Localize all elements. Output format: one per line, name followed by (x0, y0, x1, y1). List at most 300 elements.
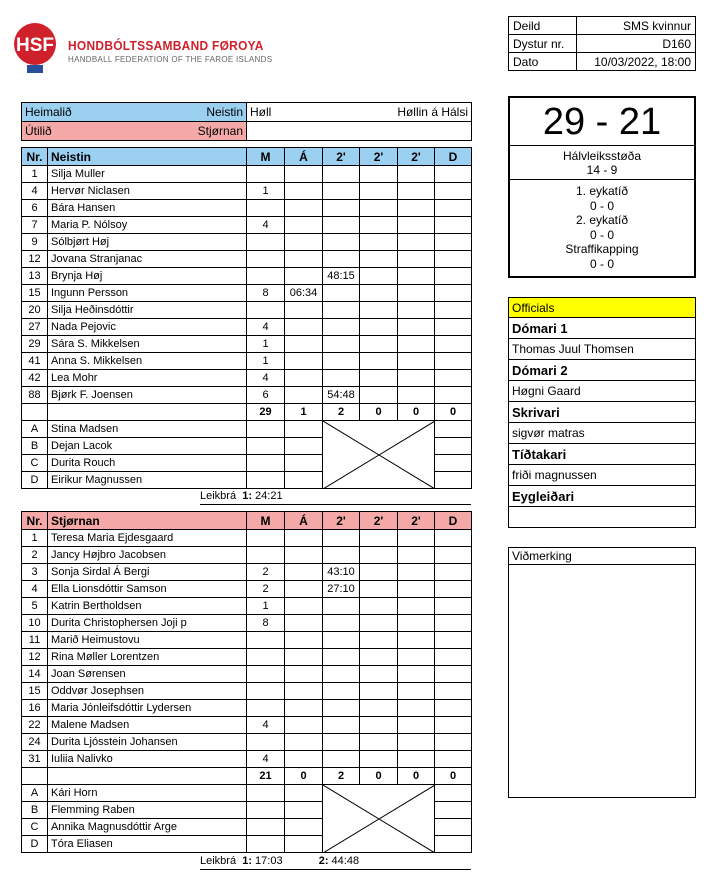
official-empty (247, 438, 285, 455)
totals-empty (22, 404, 48, 421)
division-row (509, 17, 696, 35)
official-empty (285, 819, 323, 836)
table-row (22, 666, 472, 683)
player-suspension-1: 43:10 (323, 564, 360, 581)
official-name: Flemming Raben (48, 802, 247, 819)
table-row (22, 598, 472, 615)
official-name: Stina Madsen (48, 421, 247, 438)
player-name: Teresa Maria Ejdesgaard (48, 530, 247, 547)
halftime-section (510, 146, 694, 180)
player-warning (285, 717, 323, 734)
player-suspension-2 (360, 336, 398, 353)
officials-header: Officials (509, 298, 696, 318)
player-warning (285, 666, 323, 683)
player-suspension-1: 54:48 (323, 387, 360, 404)
player-suspension-1 (323, 530, 360, 547)
official-name: Eirikur Magnussen (48, 472, 247, 489)
player-name: Durita Christophersen Joji p (48, 615, 247, 632)
player-number: 4 (22, 581, 48, 598)
away-timeout1-value: 17:03 (255, 855, 283, 867)
away-label: Útilið (25, 124, 52, 138)
player-disqualification (435, 683, 472, 700)
column-goals: M (247, 148, 285, 166)
player-warning (285, 581, 323, 598)
official-empty (285, 455, 323, 472)
official-code: D (22, 472, 48, 489)
player-warning (285, 268, 323, 285)
player-suspension-3 (398, 734, 435, 751)
player-warning (285, 353, 323, 370)
home-timeout1-label: 1: (242, 490, 252, 502)
player-suspension-3 (398, 302, 435, 319)
player-suspension-3 (398, 700, 435, 717)
player-suspension-2 (360, 734, 398, 751)
table-row (22, 564, 472, 581)
official-code: A (22, 785, 48, 802)
player-name: Sólbjørt Høj (48, 234, 247, 251)
crossed-out-box (323, 785, 435, 853)
player-warning (285, 302, 323, 319)
player-disqualification (435, 302, 472, 319)
player-goals: 1 (247, 336, 285, 353)
player-disqualification (435, 666, 472, 683)
player-disqualification (435, 615, 472, 632)
player-warning (285, 598, 323, 615)
player-suspension-3 (398, 319, 435, 336)
official-empty (247, 455, 285, 472)
official-code: B (22, 438, 48, 455)
player-suspension-3 (398, 285, 435, 302)
player-goals: 8 (247, 285, 285, 302)
player-disqualification (435, 387, 472, 404)
player-number: 14 (22, 666, 48, 683)
official-empty (435, 785, 472, 802)
total-t1: 2 (323, 768, 360, 785)
player-suspension-3 (398, 649, 435, 666)
player-suspension-1 (323, 598, 360, 615)
scorekeeper-title: Skrivari (509, 402, 696, 423)
table-row (22, 370, 472, 387)
official-empty (435, 472, 472, 489)
player-suspension-3 (398, 666, 435, 683)
player-number: 15 (22, 683, 48, 700)
player-name: Jovana Stranjanac (48, 251, 247, 268)
player-name: Lea Mohr (48, 370, 247, 387)
official-empty (285, 438, 323, 455)
player-disqualification (435, 200, 472, 217)
table-row (22, 353, 472, 370)
player-suspension-1 (323, 547, 360, 564)
player-name: Bjørk F. Joensen (48, 387, 247, 404)
player-suspension-2 (360, 251, 398, 268)
player-suspension-3 (398, 632, 435, 649)
official-empty (247, 819, 285, 836)
official-empty (285, 421, 323, 438)
extra-time1-label: 1. eykatíð (575, 184, 629, 198)
player-number: 4 (22, 183, 48, 200)
player-goals (247, 632, 285, 649)
teams-header-table (21, 102, 472, 141)
player-goals (247, 649, 285, 666)
referee2-name: Høgni Gaard (509, 381, 696, 402)
player-goals: 8 (247, 615, 285, 632)
home-totals-row (22, 404, 472, 421)
player-warning (285, 370, 323, 387)
away-column-team-name: Stjørnan (48, 512, 247, 530)
table-row (22, 547, 472, 564)
date-value: 10/03/2022, 18:00 (576, 53, 695, 71)
player-number: 29 (22, 336, 48, 353)
player-warning (285, 200, 323, 217)
player-suspension-3 (398, 200, 435, 217)
player-suspension-1 (323, 734, 360, 751)
player-goals: 1 (247, 353, 285, 370)
table-row (22, 268, 472, 285)
player-suspension-2 (360, 615, 398, 632)
player-suspension-2 (360, 547, 398, 564)
player-suspension-1 (323, 649, 360, 666)
player-name: Brynja Høj (48, 268, 247, 285)
player-name: Oddvør Josephsen (48, 683, 247, 700)
player-suspension-1 (323, 683, 360, 700)
total-t3: 0 (398, 768, 435, 785)
table-row (22, 251, 472, 268)
crossed-out-box (323, 421, 435, 489)
player-warning (285, 734, 323, 751)
official-empty (247, 836, 285, 853)
player-suspension-3 (398, 717, 435, 734)
home-roster-table (21, 147, 472, 489)
column-nr: Nr. (22, 512, 48, 530)
player-goals (247, 268, 285, 285)
player-goals: 1 (247, 183, 285, 200)
player-suspension-1: 27:10 (323, 581, 360, 598)
table-row (22, 200, 472, 217)
player-disqualification (435, 166, 472, 183)
player-number: 10 (22, 615, 48, 632)
player-suspension-1 (323, 370, 360, 387)
player-suspension-3 (398, 598, 435, 615)
total-m: 21 (247, 768, 285, 785)
player-warning (285, 649, 323, 666)
player-suspension-2 (360, 387, 398, 404)
player-goals: 2 (247, 581, 285, 598)
player-number: 20 (22, 302, 48, 319)
total-d: 0 (435, 404, 472, 421)
player-number: 13 (22, 268, 48, 285)
player-name: Maria P. Nólsoy (48, 217, 247, 234)
player-goals (247, 547, 285, 564)
final-score: 29 - 21 (510, 98, 694, 146)
referee1-name: Thomas Juul Thomsen (509, 339, 696, 360)
total-t1: 2 (323, 404, 360, 421)
player-suspension-3 (398, 751, 435, 768)
table-row (22, 530, 472, 547)
player-suspension-3 (398, 336, 435, 353)
player-warning (285, 632, 323, 649)
officials-table (508, 297, 696, 528)
table-row (22, 285, 472, 302)
official-empty (435, 421, 472, 438)
table-row (22, 387, 472, 404)
player-suspension-2 (360, 530, 398, 547)
official-name: Annika Magnusdóttir Arge (48, 819, 247, 836)
table-row (22, 632, 472, 649)
away-team-cell (22, 122, 247, 141)
table-row (22, 234, 472, 251)
player-name: Ingunn Persson (48, 285, 247, 302)
player-suspension-1 (323, 751, 360, 768)
match-number-label: Dystur nr. (509, 35, 577, 53)
official-empty (285, 836, 323, 853)
player-suspension-2 (360, 370, 398, 387)
player-suspension-2 (360, 217, 398, 234)
player-goals: 1 (247, 598, 285, 615)
player-suspension-1 (323, 615, 360, 632)
hall-cell (247, 103, 472, 122)
column-disqualification: D (435, 148, 472, 166)
player-suspension-3 (398, 370, 435, 387)
player-suspension-2 (360, 649, 398, 666)
player-suspension-3 (398, 683, 435, 700)
player-disqualification (435, 285, 472, 302)
official-code: C (22, 455, 48, 472)
player-number: 7 (22, 217, 48, 234)
table-row (22, 183, 472, 200)
official-empty (435, 802, 472, 819)
player-suspension-3 (398, 251, 435, 268)
halftime-label: Hálvleiksstøða (562, 149, 642, 163)
player-number: 31 (22, 751, 48, 768)
player-suspension-2 (360, 268, 398, 285)
column-nr: Nr. (22, 148, 48, 166)
player-name: Durita Ljósstein Johansen (48, 734, 247, 751)
player-suspension-2 (360, 285, 398, 302)
player-number: 9 (22, 234, 48, 251)
hall-name: Høllin á Hálsi (397, 105, 468, 119)
player-disqualification (435, 649, 472, 666)
player-warning (285, 166, 323, 183)
home-header-row (22, 148, 472, 166)
player-disqualification (435, 217, 472, 234)
player-number: 12 (22, 251, 48, 268)
home-team-name: Neistin (206, 105, 243, 119)
column-goals: M (247, 512, 285, 530)
player-goals: 4 (247, 217, 285, 234)
total-m: 29 (247, 404, 285, 421)
official-empty (247, 785, 285, 802)
player-suspension-1 (323, 632, 360, 649)
player-name: Sonja Sirdal Á Bergi (48, 564, 247, 581)
player-suspension-1: 48:15 (323, 268, 360, 285)
player-name: Hervør Niclasen (48, 183, 247, 200)
match-info-table (508, 16, 696, 71)
player-disqualification (435, 353, 472, 370)
official-empty (435, 455, 472, 472)
column-suspension-1: 2' (323, 512, 360, 530)
player-number: 5 (22, 598, 48, 615)
player-warning (285, 336, 323, 353)
player-number: 16 (22, 700, 48, 717)
player-suspension-2 (360, 666, 398, 683)
player-name: Iuliia Nalivko (48, 751, 247, 768)
timekeeper-title: Tíðtakari (509, 444, 696, 465)
player-warning (285, 530, 323, 547)
player-suspension-1 (323, 251, 360, 268)
player-warning (285, 547, 323, 564)
player-warning (285, 251, 323, 268)
player-disqualification (435, 751, 472, 768)
player-name: Ella Lionsdóttir Samson (48, 581, 247, 598)
player-name: Jancy Højbro Jacobsen (48, 547, 247, 564)
player-suspension-2 (360, 319, 398, 336)
player-disqualification (435, 598, 472, 615)
player-number: 24 (22, 734, 48, 751)
player-disqualification (435, 632, 472, 649)
federation-name: HONDBÓLTSSAMBAND FØROYA (68, 38, 264, 53)
player-suspension-2 (360, 581, 398, 598)
team-official-row (22, 421, 472, 438)
table-row (22, 717, 472, 734)
player-goals (247, 666, 285, 683)
scorekeeper-name: sigvør matras (509, 423, 696, 444)
official-name: Dejan Lacok (48, 438, 247, 455)
player-goals (247, 234, 285, 251)
referee1-title: Dómari 1 (509, 318, 696, 339)
table-row (22, 683, 472, 700)
player-suspension-1 (323, 217, 360, 234)
player-suspension-1 (323, 166, 360, 183)
home-label: Heimalið (25, 105, 72, 119)
player-goals: 6 (247, 387, 285, 404)
player-suspension-2 (360, 598, 398, 615)
player-suspension-3 (398, 217, 435, 234)
player-name: Joan Sørensen (48, 666, 247, 683)
team-official-row (22, 785, 472, 802)
player-suspension-3 (398, 547, 435, 564)
match-number-value: D160 (576, 35, 695, 53)
official-empty (435, 438, 472, 455)
official-empty (285, 472, 323, 489)
away-roster-table (21, 511, 472, 853)
remarks-label: Viðmerking (509, 548, 695, 565)
halftime-score: 14 - 9 (586, 163, 618, 177)
player-number: 22 (22, 717, 48, 734)
player-disqualification (435, 183, 472, 200)
player-disqualification (435, 234, 472, 251)
player-goals (247, 700, 285, 717)
official-name: Durita Rouch (48, 455, 247, 472)
division-label: Deild (509, 17, 577, 35)
player-number: 11 (22, 632, 48, 649)
player-name: Nada Pejovic (48, 319, 247, 336)
player-warning (285, 615, 323, 632)
observer-title: Eygleiðari (509, 486, 696, 507)
table-row (22, 302, 472, 319)
player-number: 1 (22, 530, 48, 547)
player-warning (285, 234, 323, 251)
penalty-label: Straffikapping (565, 242, 639, 256)
hall-empty-cell (247, 122, 472, 141)
player-name: Maria Jónleifsdóttir Lydersen (48, 700, 247, 717)
player-number: 1 (22, 166, 48, 183)
timekeeper-name: friði magnussen (509, 465, 696, 486)
table-row (22, 166, 472, 183)
player-disqualification (435, 530, 472, 547)
column-suspension-2: 2' (360, 148, 398, 166)
player-disqualification (435, 251, 472, 268)
player-suspension-1 (323, 700, 360, 717)
player-suspension-2 (360, 166, 398, 183)
player-warning (285, 183, 323, 200)
home-timeout1-value: 24:21 (255, 490, 283, 502)
home-column-team-name: Neistin (48, 148, 247, 166)
player-goals (247, 302, 285, 319)
federation-subtitle: HANDBALL FEDERATION OF THE FAROE ISLANDS (68, 55, 273, 64)
player-disqualification (435, 336, 472, 353)
column-suspension-2: 2' (360, 512, 398, 530)
player-disqualification (435, 564, 472, 581)
player-name: Malene Madsen (48, 717, 247, 734)
match-number-row (509, 35, 696, 53)
away-timeout2-label: 2: (318, 855, 329, 867)
column-suspension-3: 2' (398, 148, 435, 166)
player-disqualification (435, 734, 472, 751)
player-warning (285, 319, 323, 336)
away-timeout-underline (200, 869, 471, 870)
player-suspension-2 (360, 183, 398, 200)
official-code: C (22, 819, 48, 836)
player-disqualification (435, 319, 472, 336)
home-timeout-label: Leikbrá (200, 490, 237, 502)
player-name: Rina Møller Lorentzen (48, 649, 247, 666)
home-team-cell (22, 103, 247, 122)
player-goals: 4 (247, 319, 285, 336)
player-disqualification (435, 700, 472, 717)
player-suspension-3 (398, 183, 435, 200)
date-label: Dato (509, 53, 577, 71)
table-row (22, 581, 472, 598)
extra-time-section (510, 180, 694, 271)
away-timeout2-value: 44:48 (331, 855, 360, 867)
player-warning (285, 751, 323, 768)
total-d: 0 (435, 768, 472, 785)
player-number: 27 (22, 319, 48, 336)
player-number: 42 (22, 370, 48, 387)
away-team-name: Stjørnan (197, 124, 243, 138)
table-row (22, 319, 472, 336)
player-suspension-1 (323, 302, 360, 319)
player-name: Katrin Bertholdsen (48, 598, 247, 615)
extra-time2-score: 0 - 0 (589, 227, 614, 242)
table-row (22, 217, 472, 234)
player-goals: 2 (247, 564, 285, 581)
player-name: Sára S. Mikkelsen (48, 336, 247, 353)
player-warning: 06:34 (285, 285, 323, 302)
federation-logo (12, 22, 273, 78)
total-a: 0 (285, 768, 323, 785)
table-row (22, 649, 472, 666)
player-suspension-3 (398, 387, 435, 404)
column-warning: Á (285, 512, 323, 530)
player-name: Silja Heðinsdóttir (48, 302, 247, 319)
player-warning (285, 217, 323, 234)
official-empty (247, 802, 285, 819)
player-suspension-1 (323, 183, 360, 200)
player-disqualification (435, 717, 472, 734)
total-t2: 0 (360, 768, 398, 785)
player-suspension-2 (360, 200, 398, 217)
